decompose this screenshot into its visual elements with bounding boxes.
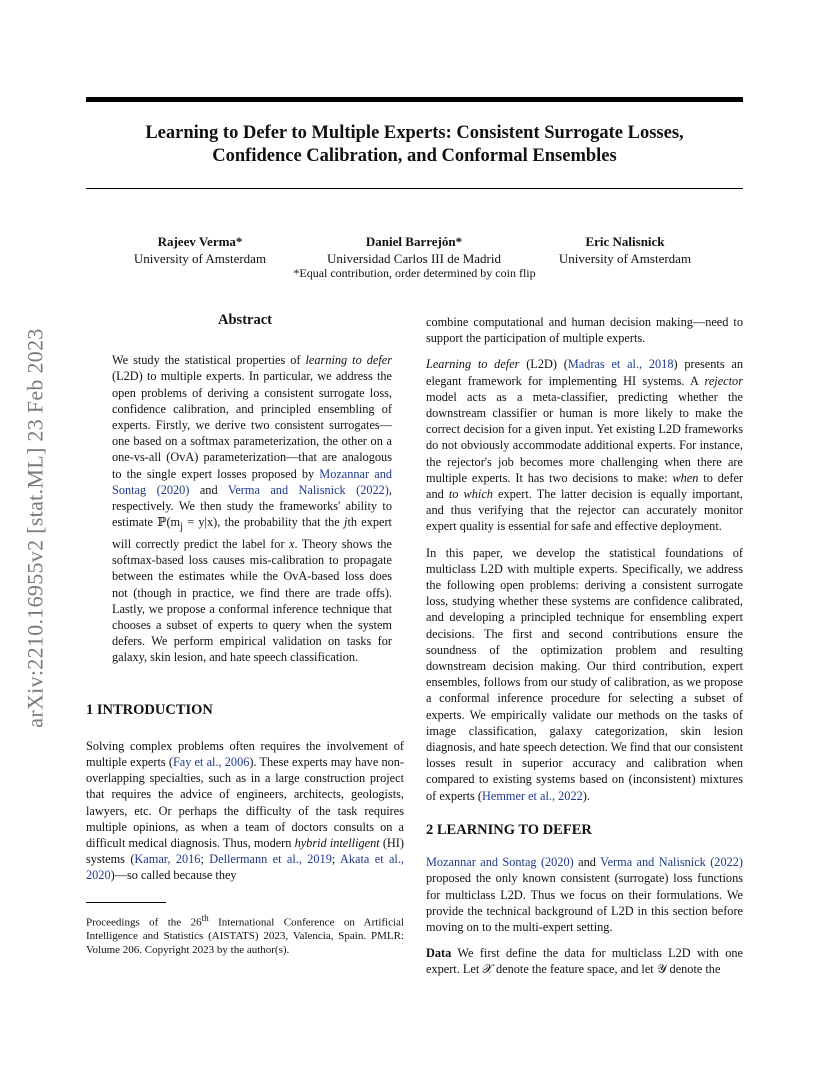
proceedings-footnote: Proceedings of the 26th International Conference on Artificial Intelligence and Statistics (AISTATS) 2023, Valencia, Spain. PMLR: Volume 206. Copyright 2023 by the author(s). — [86, 912, 404, 957]
right-column — [426, 314, 743, 988]
author-block — [540, 233, 710, 267]
intro-paragraph: Learning to defer (L2D) (Madras et al., 2018) presents an elegant framework for implementing HI systems. A rejector model acts as a meta-classifier, predicting whether the downstream classifier or human is more likely to make the correct decision for a given input. Yet existing L2D frameworks do not obviously accommodate additional experts. For instance, the rejector's job becomes more challenging when there are multiple experts. It has two decisions to make: when to defer and to which expert. The latter decision is equally important, and thus verifying that the rejector can accurately monitor expert quality is essential for safe and effective deployment. — [426, 357, 744, 534]
citation-link[interactable]: Hemmer et al., 2022 — [482, 788, 583, 803]
title-line-1: Learning to Defer to Multiple Experts: Consistent Surrogate Losses, — [145, 123, 684, 143]
section-heading-learning-to-defer: 2 LEARNING TO DEFER — [426, 821, 592, 838]
author-block — [115, 233, 285, 267]
author-affiliation: Universidad Carlos III de Madrid — [326, 251, 501, 266]
title-line-2: Confidence Calibration, and Conformal Ensembles — [212, 146, 617, 166]
citation-link[interactable]: Mozannar and Sontag (2020) — [426, 855, 574, 870]
author-affiliation: University of Amsterdam — [133, 251, 267, 266]
left-column — [86, 310, 404, 967]
equal-contribution-note: *Equal contribution, order determined by coin flip — [293, 266, 536, 280]
citation-link[interactable]: Mozannar and Sontag (2020) — [112, 466, 392, 497]
citation-link[interactable]: Dellermann et al., 2019 — [209, 852, 332, 867]
footnote-rule — [86, 902, 166, 903]
author-block — [303, 233, 525, 267]
abstract-text: We study the statistical properties of learning to defer (L2D) to multiple experts. In particular, we address the open problems of deriving a consistent surrogate loss, confidence calibration, and principled ensembling of experts. Firstly, we derive two consistent surrogates—one based on a softmax parameterization, the other on a one-vs-all (OvA) parameterization—that are analogous to the single expert losses proposed by Mozannar and Sontag (2020) and Verma and Nalisnick (2022), respectively. We then study the frameworks' ability to estimate $ℙ(m_j = y|x)$, the probability that the jth expert will correctly predict the label for x. Theory shows the softmax-based loss causes mis-calibration to propagate between the estimates while the OvA-based loss does not (though in practice, we find there are trade offs). Lastly, we propose a conformal inference technique that chooses a subset of experts to query when the system defers. We perform empirical validation on tasks for galaxy, skin lesion, and hate speech classification. — [112, 353, 393, 665]
citation-link[interactable]: Verma and Nalisnick (2022) — [600, 855, 743, 870]
section-heading-introduction: 1 INTRODUCTION — [86, 701, 213, 718]
arxiv-identifier-stamp: arXiv:2210.16955v2 [stat.ML] 23 Feb 2023 — [23, 328, 48, 728]
title-rule-top — [86, 97, 743, 102]
citation-link[interactable]: Fay et al., 2006 — [172, 754, 250, 769]
abstract-heading: Abstract — [218, 312, 272, 328]
intro-paragraph: Solving complex problems often requires the involvement of multiple experts (Fay et al., 2006). These experts may have non-overlapping specialties, such as in a large construction project that requires the advice of engineers, architects, geologists, lawyers, etc. Or perhaps the difficulty of the task requires multiple opinions, as when a team of doctors consults on a difficult medical diagnosis. Thus, modern hybrid intelligent (HI) systems (Kamar, 2016; Dellermann et al., 2019; Akata et al., 2020)—so called because they — [86, 738, 404, 883]
citation-link[interactable]: Akata et al., 2020 — [86, 852, 404, 883]
paper-title — [86, 122, 743, 168]
author-name: Eric Nalisnick — [585, 234, 665, 249]
citation-link[interactable]: Verma and Nalisnick (2022) — [227, 482, 389, 497]
author-name: Rajeev Verma* — [157, 234, 243, 249]
title-rule-bottom — [86, 188, 743, 189]
paragraph-heading-data: Data — [426, 946, 452, 961]
citation-link[interactable]: Kamar, 2016 — [134, 852, 201, 867]
author-affiliation: University of Amsterdam — [558, 251, 692, 266]
intro-paragraph: In this paper, we develop the statistical foundations of multiclass L2D with multiple experts. Specifically, we address the following open problems: deriving a consistent surrogate loss, studying whether these systems are confidence calibrated, and developing a principled technique for ensembling expert decisions. The first and second contributions ensure the soundness of the optimization problem and resulting downstream decision making. Our third contribution, expert ensembles, follows from our study of calibration, as we propose a conformal inference procedure for selecting a subset of experts. We empirically validate our methods on the tasks of image classification, galaxy categorization, skin lesion diagnosis, and hate speech detection. We find that our consistent losses result in superior accuracy and calibration when compared to existing systems based on (inconsistent) mixtures of experts (Hemmer et al., 2022). — [426, 545, 743, 803]
intro-paragraph-continued: combine computational and human decision making—need to support the participation of multiple experts. — [426, 315, 743, 346]
section-paragraph: Mozannar and Sontag (2020) and Verma and Nalisnick (2022) proposed the only known consistent (surrogate) loss functions for multiclass L2D. Thus we focus on their formulations. We provide the technical background of L2D in this section before moving on to the multi-expert setting. — [426, 855, 743, 934]
author-name: Daniel Barrejón* — [365, 234, 463, 249]
citation-link[interactable]: Madras et al., 2018 — [567, 357, 674, 372]
data-paragraph: Data We first define the data for multiclass L2D with one expert. Let 𝒳 denote the feature space, and let 𝒴 denote the — [426, 946, 743, 977]
